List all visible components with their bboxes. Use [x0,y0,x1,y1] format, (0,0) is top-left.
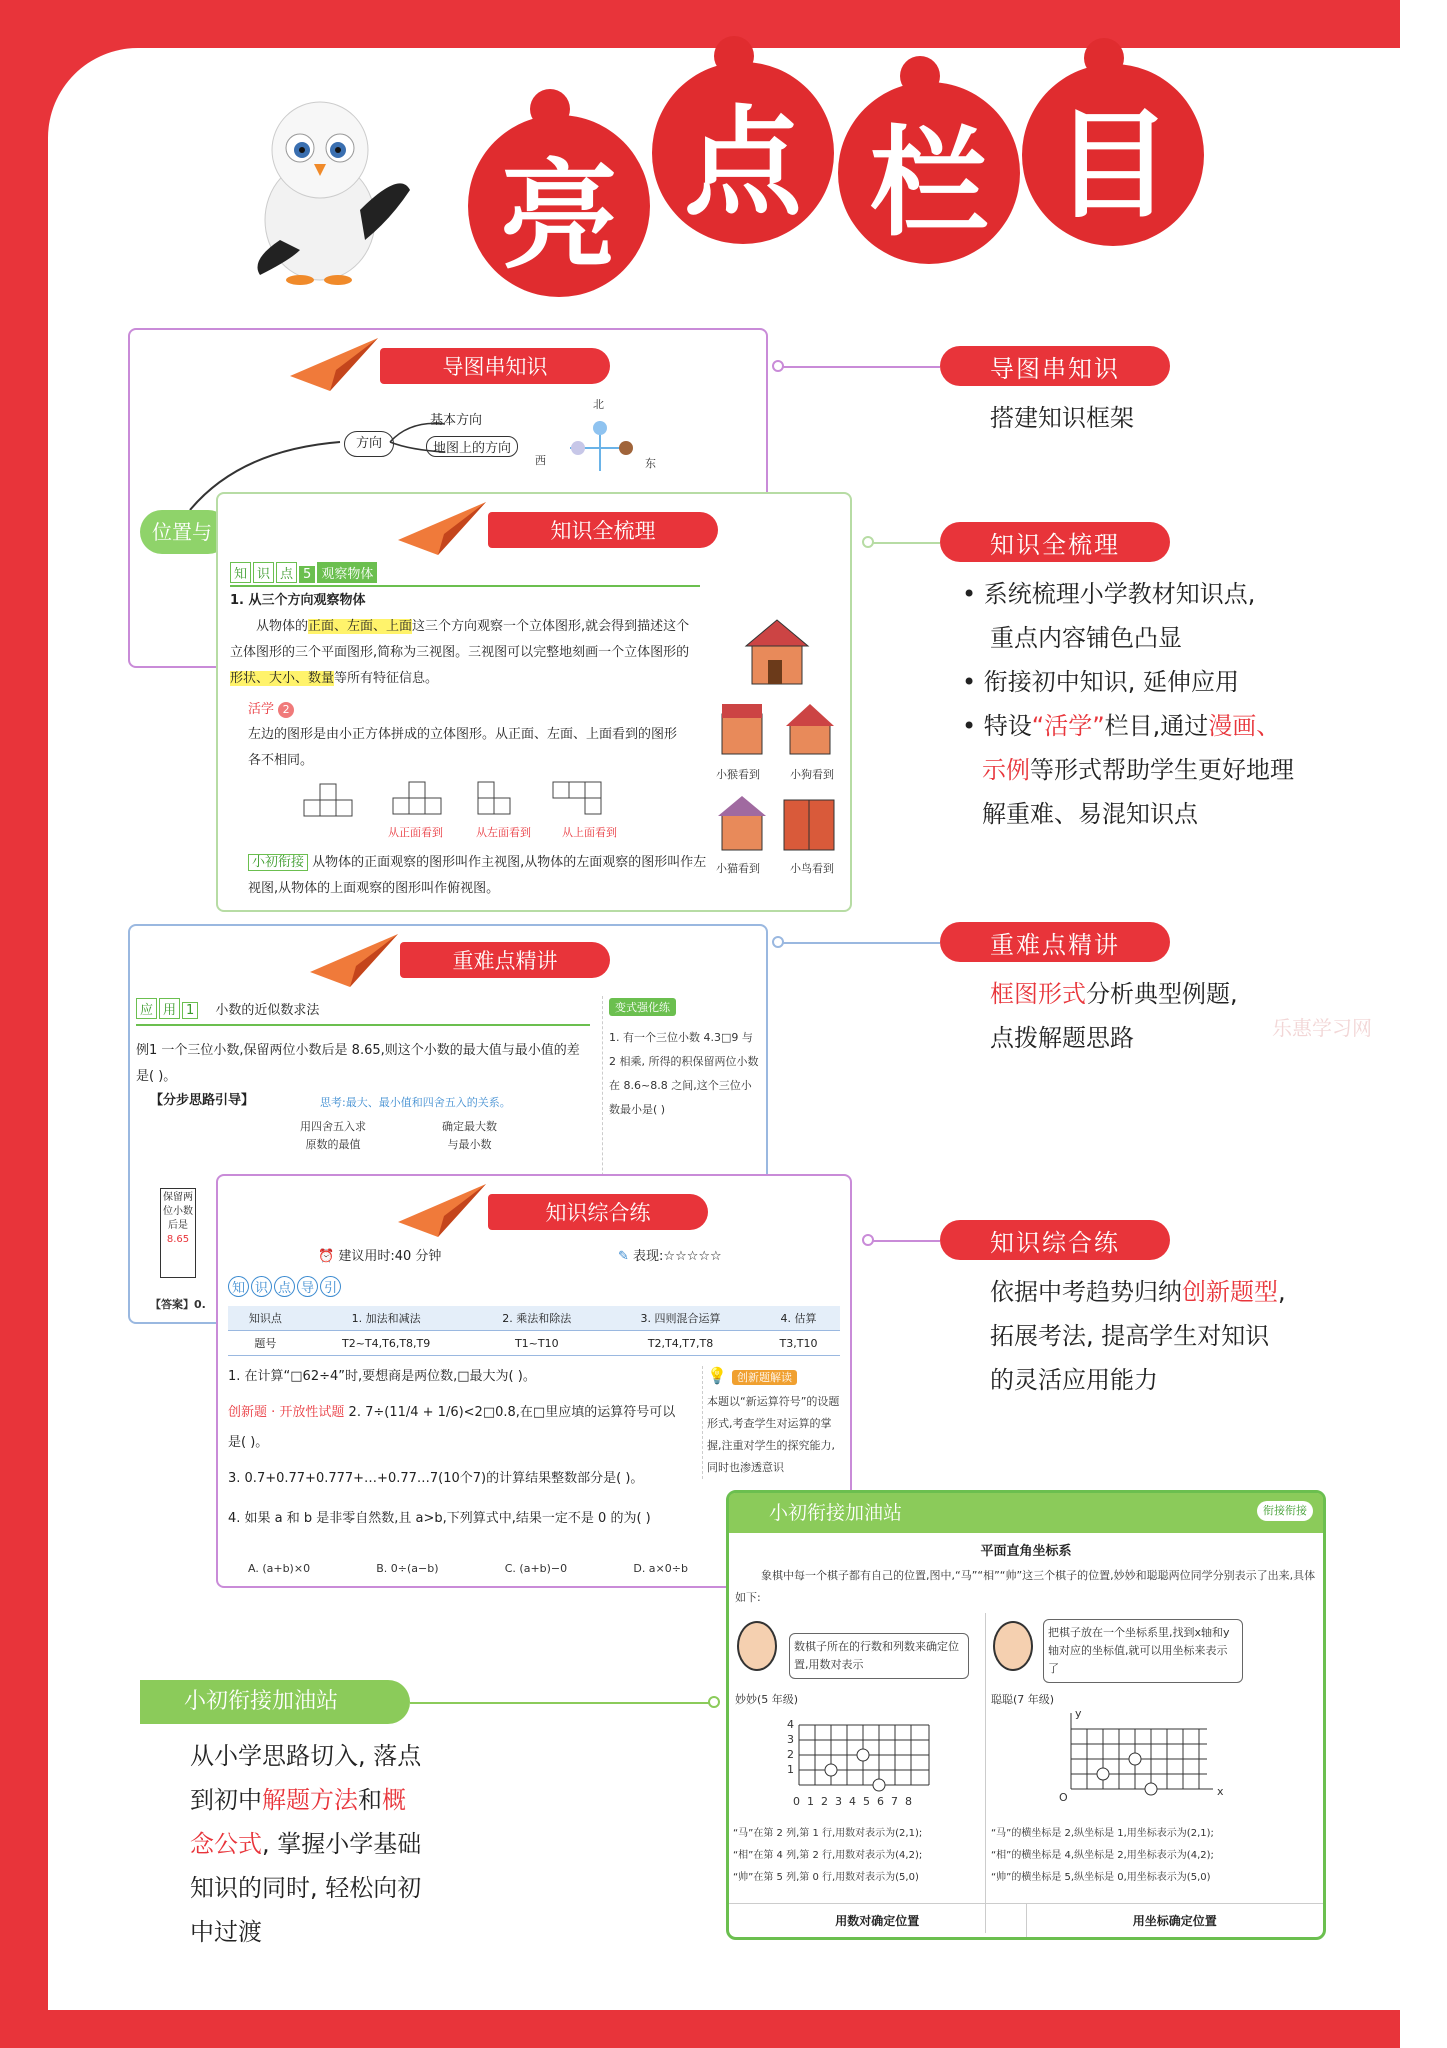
example-text: 例1 一个三位小数,保留两位小数后是 8.65,则这个小数的最大值与最小值的差是( )。 [136,1043,580,1084]
bridge-badge: 衔接衔接 [1257,1501,1313,1521]
step-text: 用四舍五入求 原数的最值 [300,1120,366,1151]
desc-bridge: 从小学思路切入, 落点 到初中解题方法和概 念公式, 掌握小学基础 知识的同时, 轻松向初 中过渡 [190,1742,422,1946]
desc-mindmap: 搭建知识框架 [990,404,1134,432]
table-row [228,1306,840,1331]
tag-num: 1 [182,1002,198,1019]
tag-char: 知 [228,1276,249,1297]
section-banner-knowledge: 知识全梳理 [488,512,718,548]
paper-plane-icon [398,1182,488,1242]
page-bottom-strip [0,2020,1400,2048]
grid-y-labels: 4 3 2 1 [787,1718,794,1776]
tag-char: 应 [136,998,157,1019]
question-2: 创新题 · 开放性试题 2. 7÷(11/4 + 1/6)<2□0.8,在□里应填的运算符号可以是( )。 [228,1405,676,1450]
compass-west: 西 [535,454,546,467]
performance-rating: ✎ 表现:☆☆☆☆☆ [618,1249,722,1264]
table-cell: 2. 乘法和除法 [469,1306,604,1331]
paper-plane-icon [310,932,400,992]
left-notes: “马”在第 2 列,第 1 行,用数对表示为(2,1); “相”在第 4 列,第 2 行,用数对表示为(4,2); “帅”在第 5 列,第 0 行,用数对表示为(5,0) [733,1828,923,1883]
table-cell: 知识点 [228,1306,303,1331]
tag-title: 小数的近似数求法 [215,1003,320,1018]
bridge-subtitle: 平面直角坐标系 [980,1544,1072,1559]
table-cell: T2,T4,T7,T8 [604,1331,757,1356]
huoxue-badge [248,698,294,718]
connector-bridge [410,1702,712,1704]
clock-icon: ⏰ [318,1249,335,1264]
speech-bubble: 把棋子放在一个坐标系里,找到x轴和y轴对应的坐标值,就可以用坐标来表示了 [1043,1619,1243,1683]
question-4-options: A. (a+b)×0 B. 0÷(a−b) C. (a+b)−0 D. a×0÷b [248,1562,688,1575]
axis-label-x: x [1217,1785,1224,1798]
tag-num: 5 [299,566,315,583]
title-char-3: 栏 [838,82,1020,264]
tag-char: 导 [297,1276,318,1297]
desc-difficulty: 框图形式分析典型例题, 点拨解题思路 [990,980,1238,1052]
guide-label: 【分步思路引导】 [150,1093,255,1108]
house-views-illustration [718,794,838,854]
mindmap-branch-map: 地图上的方向 [426,436,518,457]
para-text: 这三个方向观察一个立体图形,就会得到描述这个立体图形的三个平面图形,简称为三视图。三视图可以完整地刻画一个立体图形的 [230,619,690,660]
tag-char: 点 [274,1276,295,1297]
connector-practice [872,1240,940,1242]
knowledge-card [216,492,852,912]
view-label-front: 从正面看到 [388,826,443,839]
mindmap-branch-basic: 基本方向 [430,413,483,428]
link-text: 从物体的正面观察的图形叫作主视图,从物体的左面观察的图形叫作左视图,从物体的上面观察的图形叫作俯视图。 [248,855,707,896]
link-note [248,850,708,902]
section-banner-difficulty: 重难点精讲 [400,942,610,978]
note-text: 本题以“新运算符号”的设题形式,考查学生对运算的掌握,注重对学生的探究能力,同时也渗透意识 [707,1395,840,1474]
axis-origin: O [1059,1791,1068,1804]
owl-mascot-illustration [250,90,420,290]
title-char-4: 目 [1022,64,1204,246]
bridge-intro: 象棋中每一个棋子都有自己的位置,图中,“马”“相”“帅”这三个棋子的位置,妙妙和聪聪两位同学分别表示了出来,具体如下: [735,1569,1316,1604]
table-row [228,1331,840,1356]
mindmap-node-direction: 方向 [344,431,394,457]
para-text: 从物体的 [256,619,309,634]
cube-figures-illustration [298,780,638,830]
label-pill-difficulty: 重难点精讲 [940,922,1170,962]
bullet-line: • 系统梳理小学教材知识点, [962,580,1256,608]
title-char-1: 亮 [468,115,650,297]
bridge-header: 小初衔接加油站 衔接衔接 [729,1493,1323,1533]
question-3: 3. 0.7+0.77+0.777+…+0.77…7(10个7)的计算结果整数部分是( )。 [228,1471,644,1486]
connector-mindmap [780,366,940,368]
connector-difficulty [782,942,940,944]
question-1: 1. 在计算“□62÷4”时,要想商是两位数,□最大为( )。 [228,1369,536,1384]
divider [985,1613,986,1933]
observer-caption: 小猴看到 [716,768,760,781]
para-text: 等所有特征信息。 [334,671,439,686]
tag-char: 引 [320,1276,341,1297]
application-tag [136,998,590,1026]
section-banner-mindmap: 导图串知识 [380,348,610,384]
label-pill-mindmap: 导图串知识 [940,346,1170,386]
table-cell: T3,T10 [757,1331,840,1356]
view-label-left: 从左面看到 [476,826,531,839]
observer-caption: 小鸟看到 [790,862,834,875]
knowledge-item-title: 1. 从三个方向观察物体 [230,593,366,608]
section-banner-practice: 知识综合练 [488,1194,708,1230]
question-4: 4. 如果 a 和 b 是非零自然数,且 a>b,下列算式中,结果一定不是 0 的为( ) [228,1511,651,1526]
knowledge-index-table [228,1306,840,1356]
student-avatar [737,1621,777,1671]
bullet-line: 示例等形式帮助学生更好地理 [982,756,1294,784]
lightbulb-icon: 💡 [707,1366,727,1385]
speech-bubble: 数棋子所在的行数和列数来确定位置,用数对表示 [789,1633,969,1679]
huoxue-text: 左边的图形是由小正方体拼成的立体图形。从正面、左面、上面看到的图形各不相同。 [248,727,678,768]
variant-text: 1. 有一个三位小数 4.3□9 与 2 相乘, 所得的积保留两位小数在 8.6~8.8 之间,这个三位小数最小是( ) [609,1031,759,1116]
link-tag: 小初衔接 [248,854,308,871]
connector-dot-mindmap [772,360,784,372]
compass-cross-icon [560,416,640,476]
student-name: 妙妙(5 年级) [735,1693,799,1706]
desc-knowledge [962,572,1294,836]
note-icon: ✎ [618,1249,629,1264]
think-note: 思考:最大、最小值和四舍五入的关系。 [320,1096,511,1109]
para-highlight: 形状、大小、数量 [230,671,335,686]
guide-tags [228,1276,343,1297]
connector-dot-knowledge [862,536,874,548]
answer-box: 保留两位小数后是 8.65 [160,1188,196,1278]
huoxue-num: 2 [278,702,294,718]
house-observers-illustration [718,594,838,774]
tag-char: 识 [253,562,274,583]
axis-label-y: y [1075,1707,1082,1720]
label-pill-knowledge: 知识全梳理 [940,522,1170,562]
observer-caption: 小狗看到 [790,768,834,781]
table-cell: 4. 估算 [757,1306,840,1331]
tag-title: 观察物体 [317,562,377,583]
observer-caption: 小猫看到 [716,862,760,875]
bridge-pill: 小初衔接加油站 [140,1680,410,1724]
table-cell: 3. 四则混合运算 [604,1306,757,1331]
bridge-footer: 用数对确定位置 用坐标确定位置 [729,1903,1323,1937]
student-name: 聪聪(7 年级) [991,1693,1055,1706]
bullet-line: 解重难、易混知识点 [982,800,1198,828]
step-text: 确定最大数 与最小数 [442,1120,497,1151]
mindmap-root-cloud: 位置与 [140,510,230,554]
innovation-note [702,1366,844,1479]
compass-east: 东 [645,457,656,470]
tag-char: 用 [159,998,180,1019]
view-label-top: 从上面看到 [562,826,617,839]
connector-dot-bridge [708,1696,720,1708]
page-margin [1400,0,1447,2048]
table-cell: 题号 [228,1331,303,1356]
student-avatar [993,1621,1033,1671]
tag-char: 识 [251,1276,272,1297]
table-cell: T1~T10 [469,1331,604,1356]
desc-practice: 依据中考趋势归纳创新题型, 拓展考法, 提高学生对知识 的灵活应用能力 [990,1278,1286,1394]
suggested-time: ⏰ 建议用时:40 分钟 [318,1249,442,1264]
note-tag: 创新题解读 [732,1370,797,1385]
title-char-2: 点 [652,62,834,244]
bullet-line: 重点内容铺色凸显 [990,624,1182,652]
right-notes: “马”的横坐标是 2,纵坐标是 1,用坐标表示为(2,1); “相”的横坐标是 4,纵坐标是 2,用坐标表示为(4,2); “帅”的横坐标是 5,纵坐标是 0,用坐标表示为(5,0) [991,1828,1214,1883]
knowledge-point-tag [230,562,700,587]
compass-north: 北 [593,398,604,411]
huoxue-label: 活学 [248,702,275,717]
para-highlight: 正面、左面、上面 [308,619,413,634]
variant-tag: 变式强化练 [609,998,676,1016]
connector-dot-difficulty [772,936,784,948]
watermark: 乐惠学习网 [1272,1016,1372,1040]
grid-x-labels: 012345678 [793,1795,919,1808]
connector-knowledge [872,542,940,544]
bullet-line: • 衔接初中知识, 延伸应用 [962,668,1240,696]
tag-char: 点 [276,562,297,583]
paper-plane-icon [290,336,380,396]
connector-dot-practice [862,1234,874,1246]
paper-plane-icon [398,500,488,560]
table-cell: T2~T4,T6,T8,T9 [303,1331,470,1356]
bridge-card [726,1490,1326,1940]
knowledge-paragraph [230,614,700,692]
bullet-line: • 特设“活学”栏目,通过漫画、 [962,712,1281,740]
table-cell: 1. 加法和减法 [303,1306,470,1331]
grid-left [789,1715,939,1795]
tag-char: 知 [230,562,251,583]
answer-label: 【答案】0. [150,1298,206,1311]
label-pill-practice: 知识综合练 [940,1220,1170,1260]
